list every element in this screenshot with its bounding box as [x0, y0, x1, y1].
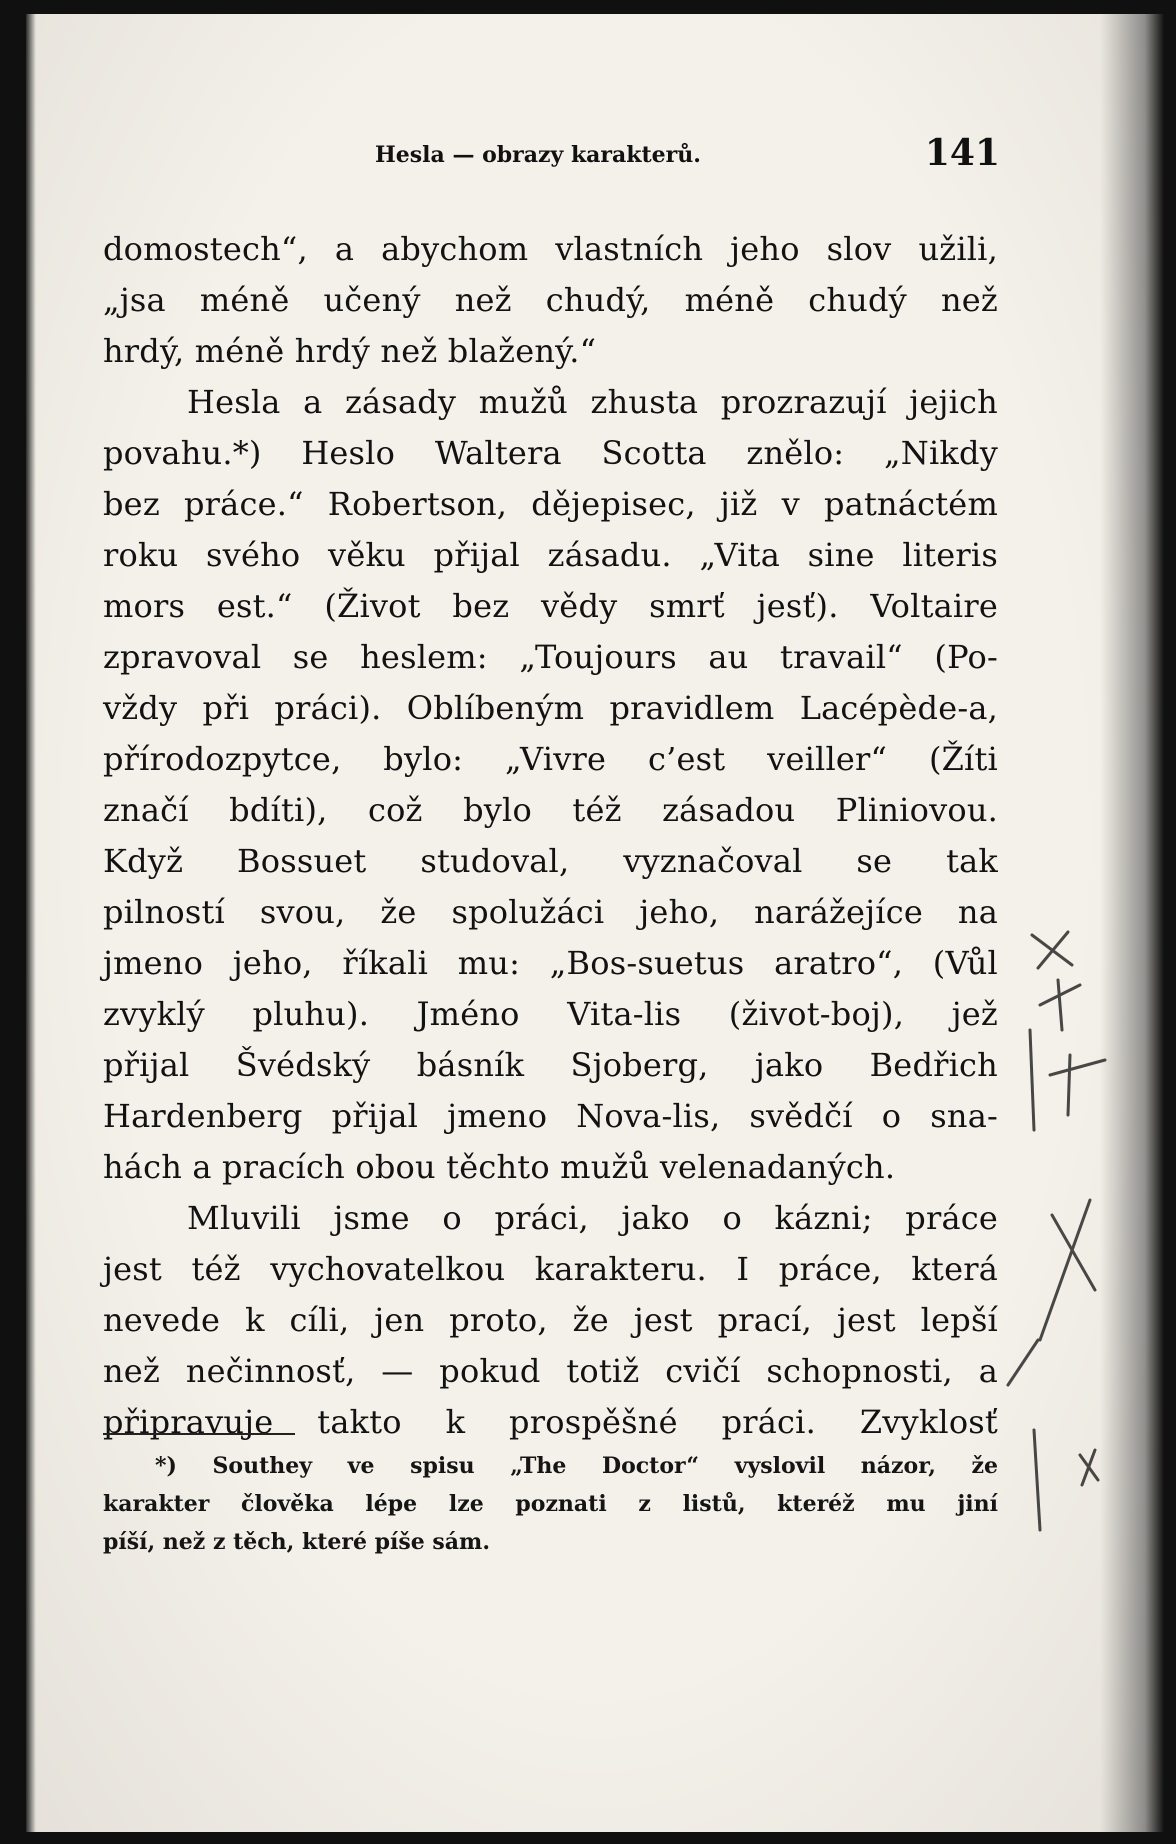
text-line: nevede k cíli, jen proto, že jest prací, jest lepší: [103, 1301, 998, 1339]
footnote-line: píší, než z těch, které píše sám.: [103, 1529, 490, 1555]
text-line: Hesla a zásady mužů zhusta prozrazují jejich: [187, 383, 998, 421]
text-line: roku svého věku přijal zásadu. „Vita sine literis: [103, 536, 998, 574]
page-right-shadow: [1100, 14, 1164, 1832]
text-line: zvyklý pluhu). Jméno Vita-lis (život-boj), jež: [103, 995, 998, 1033]
text-line: povahu.*) Heslo Waltera Scotta znělo: „Nikdy: [103, 434, 998, 472]
text-line: přijal Švédský básník Sjoberg, jako Bedřich: [103, 1046, 998, 1084]
body-text: [103, 224, 998, 1448]
text-line: než nečinnosť, — pokud totiž cvičí schopnosti, a: [103, 1352, 998, 1390]
page-left-shadow: [26, 14, 36, 1832]
text-line: Hardenberg přijal jmeno Nova-lis, svědčí o sna-: [103, 1097, 998, 1135]
text-line: vždy při práci). Oblíbeným pravidlem Lacépède-a,: [103, 689, 998, 727]
text-line: připravuje takto k prospěšné práci. Zvyklosť: [103, 1403, 998, 1441]
text-line: bez práce.“ Robertson, dějepisec, již v patnáctém: [103, 485, 998, 523]
text-line: jmeno jeho, říkali mu: „Bos-suetus aratro“, (Vůl: [103, 944, 998, 982]
footnote: [103, 1447, 998, 1561]
text-line: jest též vychovatelkou karakteru. I práce, která: [103, 1250, 998, 1288]
text-line: mors est.“ (Život bez vědy smrť jesť). Voltaire: [103, 587, 998, 625]
page-header: [105, 132, 1000, 180]
text-line: značí bdíti), což bylo též zásadou Pliniovou.: [103, 791, 998, 829]
footnote-rule: [103, 1433, 295, 1435]
text-line: Když Bossuet studoval, vyznačoval se tak: [103, 842, 998, 880]
text-line: domostech“, a abychom vlastních jeho slov užili,: [103, 230, 998, 268]
text-line: zpravoval se heslem: „Toujours au travail“ (Po-: [103, 638, 998, 676]
text-line: přírodozpytce, bylo: „Vivre c’est veiller“ (Žíti: [103, 740, 998, 778]
text-line: „jsa méně učený než chudý, méně chudý než: [103, 281, 998, 319]
footnote-line: karakter člověka lépe lze poznati z listů, kteréž mu jiní: [103, 1491, 998, 1517]
text-line: Mluvili jsme o práci, jako o kázni; práce: [187, 1199, 998, 1237]
footnote-line: *) Southey ve spisu „The Doctor“ vyslovil názor, že: [155, 1453, 998, 1479]
text-line: hách a pracích obou těchto mužů velenadaných.: [103, 1148, 896, 1186]
running-title: Hesla — obrazy karakterů.: [375, 142, 701, 168]
page-number: 141: [924, 132, 1000, 174]
text-line: hrdý, méně hrdý než blažený.“: [103, 332, 597, 370]
text-line: pilností svou, že spolužáci jeho, narážejíce na: [103, 893, 998, 931]
